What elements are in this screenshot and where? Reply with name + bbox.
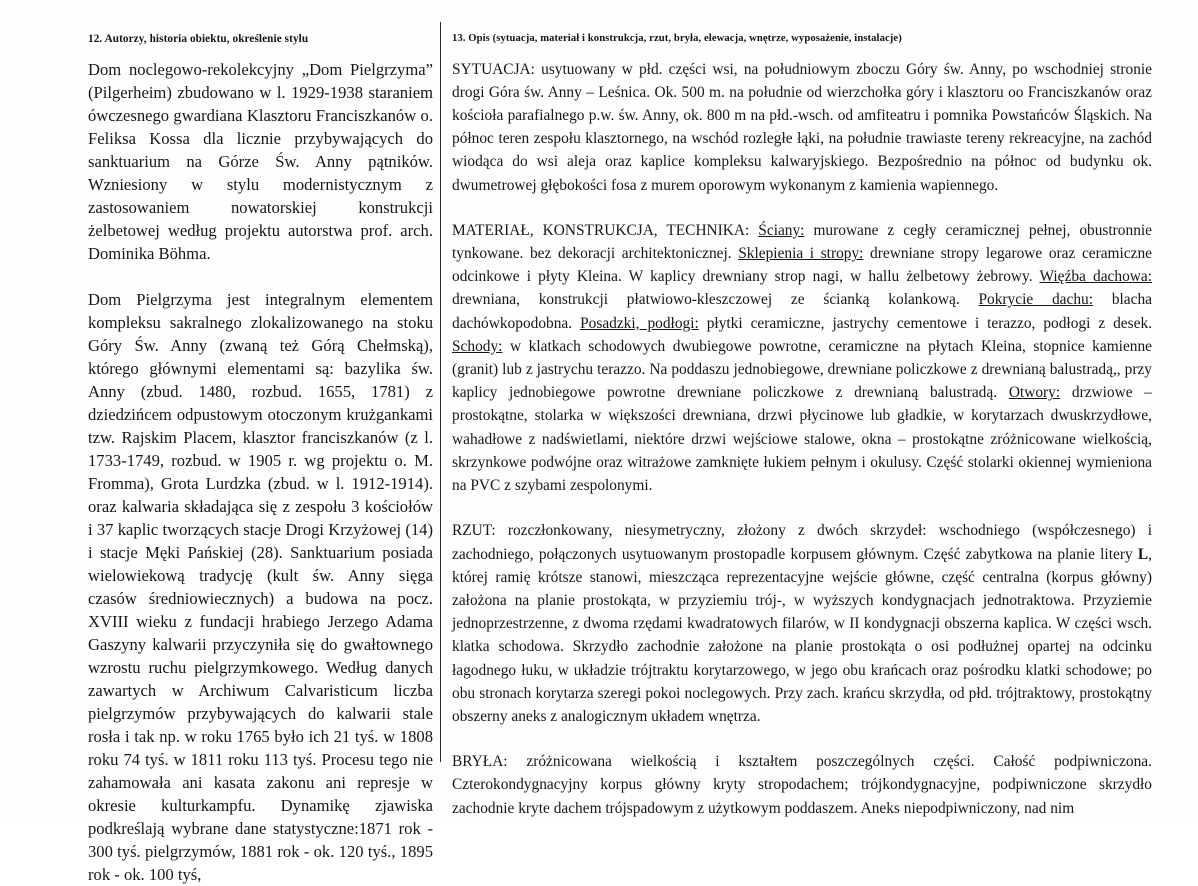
subsection-label: Więźba dachowa: [1039, 268, 1152, 286]
subsection-label: Otwory: [1008, 384, 1061, 402]
text-run: murowane z cegły ceramicznej pełnej, obustronnie tynkowane. bez dekoracji architektonicznej. [452, 221, 1152, 263]
text-run: , której ramię krótsze stanowi, mieszcząca reprezentacyjne wejście główne, część centralna (korpus główny) założona na planie prostokąta, w przyziemiu trój-, w wyższych kondygnacjach jednotraktowa. Przyziemie jednoprzestrzenne, z dwoma rzędami kwadratowych filarów, w II kondygnacji obszerna kaplica. W części wsch. klatka schodowa. Skrzydło zachodnie założone na planie prostokąta o osi podłużnej opartej na odcinku łagodnego łuku, w układzie trójtraktu korytarzowego, w jego obu krańcach oraz pośrodku klatki schodowe; po obu stronach korytarza szeregi pokoi noclegowych. Przy zach. krańcu skrzydła, od płd. trójtraktowy, prostokątny obszerny aneks z analogicznym układem wnętrza. [452, 545, 1152, 725]
paragraph-bryla [452, 750, 1152, 820]
text-run: Dom Pielgrzyma jest integralnym elementem kompleksu sakralnego zlokalizowanego na stoku Góry Św. Anny (zwaną też Górą Chełmską), którego głównymi elementami są: bazylika św. Anny (zbud. 1480, rozbud. 1655, 1781) z dziedzińcem odpustowym otoczonym krużgankami tzw. Rajskim Placem, klasztor franciszkanów (z l. 1733-1749, rozbud. w 1905 r. wg projektu o. M. Fromma), Grota Lurdzka (zbud. w l. 1912-1914). oraz kalwaria składająca się z zespołu 3 kościołów i 37 kaplic tworzących stacje Drogi Krzyżowej (14) i stacje Męki Pańskiej (28). Sanktuarium posiada wielowiekową tradycję (kult św. Anny sięga czasów średniowiecznych) a budowa na pocz. XVIII wieku z fundacji hrabiego Jerzego Adama Gaszyny kalwarii przyczyniła się do gwałtownego wzrostu ruchu pielgrzymkowego. Według danych zawartych w Archiwum Calvaristicum liczba pielgrzymów przybywających do kalwarii stale rosła i tak np. w roku 1765 było ich 21 tyś. w 1808 roku 74 tyś. w 1811 roku 113 tyś. Procesu tego nie zahamowała ani kasata zakonu ani represje w okresie kulturkampfu. Dynamikę zjawiska podkreślają wybrane dane statystyczne:1871 rok - 300 tyś. pielgrzymów, 1881 rok - ok. 120 tyś., 1895 rok - ok. 100 tyś, [88, 290, 433, 885]
right-column-heading: 13. Opis (sytuacja, materiał i konstrukcja, rzut, bryła, elewacja, wnętrze, wyposażenie, instalacje) [452, 33, 902, 44]
right-column [452, 0, 1152, 820]
text-run: drzwiowe – prostokątne, stolarka w większości drewniana, drzwi płycinowe lub gładkie, w korytarzach dwuskrzydłowe, wahadłowe z nadświetlami, niektóre drzwi wejściowe stalowe, okna – prostokątne zróżnicowane wielkością, skrzynkowe podwójne oraz witrażowe zamknięte łukiem pełnym i okulusy. Część stolarki okiennej wymieniona na PVC z szybami zespolonymi. [452, 384, 1152, 495]
text-run: blacha dachówkopodobna. [452, 291, 1152, 332]
left-column [88, 0, 433, 886]
text-run: SYTUACJA: usytuowany w płd. części wsi, na południowym zboczu Góry św. Anny, po wschodniej stronie drogi Góra św. Anny – Leśnica. Ok. 500 m. na południe od wierzchołka góry i klasztoru oo Franciszkanów oraz kościoła parafialnego p.w. św. Anny, ok. 800 m na płd.-wsch. od amfiteatru i pomnika Powstańców Śląskich. Na północ teren zespołu klasztornego, na wschód rozległe łąki, na południe trawiaste tereny rekreacyjne, na zachód wiodąca do wsi aleja oraz kaplice kompleksu kalwaryjskiego. Bezpośrednio na północ od budynku ok. dwumetrowej głębokości fosa z murem oporowym wykonanym z kamienia wapiennego. [452, 60, 1152, 194]
column-divider [440, 22, 441, 762]
text-run: drewniane stropy legarowe oraz ceramiczne odcinkowe i płyty Kleina. W kaplicy drewniany strop nagi, w hallu żelbetowy żebrowy. [452, 245, 1152, 286]
paragraph-sytuacja [452, 58, 1152, 197]
subsection-label: Sklepienia i stropy: [738, 245, 864, 263]
subsection-label: Pokrycie dachu: [978, 291, 1094, 309]
text-run: MATERIAŁ, KONSTRUKCJA, TECHNIKA: [452, 221, 759, 239]
text-run: płytki ceramiczne, jastrychy cementowe i terazzo, podłogi z desek. [698, 314, 1153, 332]
text-run: BRYŁA: zróżnicowana wielkością i kształtem poszczególnych części. Całość podpiwniczona. Czterokondygnacyjny korpus główny kryty stropodachem; trójkondygnacyjne, podpiwniczone skrzydło zachodnie kryte dachem trójspadowym z użytkowym poddaszem. Aneks niepodpiwniczony, nad nim [452, 753, 1152, 817]
text-run: Dom noclegowo-rekolekcyjny „Dom Pielgrzyma” (Pilgerheim) zbudowano w l. 1929-1938 staraniem ówczesnego gwardiana Klasztoru Franciszkanów o. Feliksa Kossa dla licznie przybywających do sanktuarium na Górze Św. Anny pątników. Wzniesiony w stylu modernistycznym z zastosowaniem nowatorskiej konstrukcji żelbetowej według projektu autorstwa prof. arch. Dominika Böhma. [88, 60, 433, 264]
text-run: w klatkach schodowych dwubiegowe powrotne, ceramiczne na płytach Kleina, stopnice kamienne (granit) lub z jastrychu terazzo. Na poddaszu jednobiegowe, drewniane policzkowe z drewnianą balustradą,, przy kaplicy jednobiegowe powrotne drewniane policzkowe z drewnianą balustradą. [452, 337, 1152, 402]
paragraph-history-complex [88, 288, 433, 886]
text-run: drewniana, konstrukcji płatwiowo-kleszczowej ze ścianką kolankową. [452, 291, 979, 309]
paragraph-material-konstrukcja-technika [452, 219, 1152, 497]
left-column-heading: 12. Autorzy, historia obiektu, określenie stylu [88, 33, 309, 45]
subsection-label: Ściany: [758, 221, 805, 239]
text-run: RZUT: rozczłonkowany, niesymetryczny, złożony z dwóch skrzydeł: wschodniego (współczesnego) i zachodniego, połączonych usytuowanym prostopadle korpusem głównym. Część zabytkowa na planie litery [452, 522, 1152, 563]
paragraph-rzut [452, 519, 1152, 728]
subsection-label: Posadzki, podłogi: [580, 314, 699, 332]
paragraph-history-intro [88, 58, 433, 265]
subsection-label: Schody: [452, 337, 503, 355]
emphasised-text: L [1137, 545, 1149, 563]
